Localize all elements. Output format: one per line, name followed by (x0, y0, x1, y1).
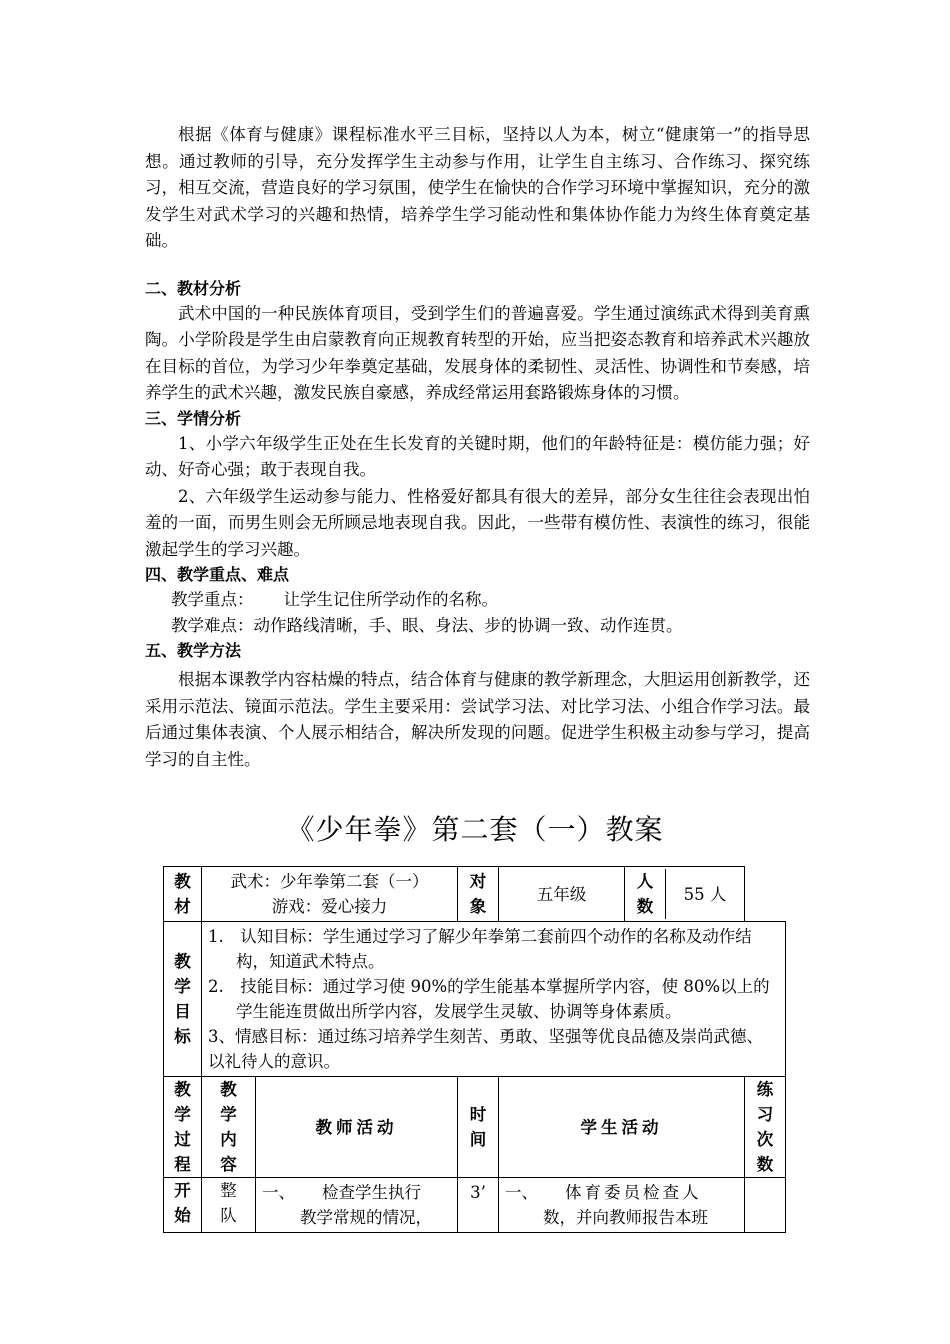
student-activity-header: 学生活动 (499, 1077, 745, 1178)
section-heading-key-points: 四、教学重点、难点 (145, 565, 290, 584)
textbook-analysis-paragraph: 武术中国的一种民族体育项目，受到学生们的普遍喜爱。学生通过演练武术得到美育熏陶。小学阶段是学生由启蒙教育向正规教育转型的开始，应当把姿态教育和培养武术兴趣放在目标的首位，为学习少年拳奠定基础，发展身体的柔韧性、灵活性、协调性和节奏感，培养学生的武术兴趣，激发民族自豪感，养成经常运用套路锻炼身体的习惯。 (145, 303, 810, 402)
difficulty-label: 教学难点： (171, 616, 254, 635)
key-point-label: 教学重点： (171, 590, 254, 609)
key-point-value: 让学生记住所学动作的名称。 (283, 590, 498, 609)
section-heading-textbook-analysis: 二、教材分析 (145, 278, 242, 298)
reps-header: 练 习 次 数 (745, 1077, 786, 1178)
start-row (164, 1178, 786, 1233)
student-step-text-2: 数，并向教师报告本班 (543, 1208, 708, 1227)
start-student-cell (499, 1178, 745, 1233)
start-process-cell: 开 始 (164, 1178, 202, 1233)
material-line-1: 武术：少年拳第二套（一） (230, 872, 429, 891)
count-value: 55 人 (683, 884, 727, 904)
student-analysis-point-2: 2、六年级学生运动参与能力、性格爱好都具有很大的差异，部分女生往往会表现出怕羞的一面，而男生则会无所顾忌地表现自我。因此，一些带有模仿性、表演性的练习，很能激起学生的学习兴趣。 (145, 486, 810, 559)
target-label-cell: 对 象 (458, 867, 499, 922)
goals-row (164, 922, 786, 1077)
time-header: 时 间 (458, 1077, 499, 1178)
teacher-step-text-1: 检查学生执行 (322, 1183, 421, 1202)
process-header-row (164, 1077, 786, 1178)
target-value-cell: 五年级 (499, 867, 625, 922)
difficulty-value: 动作路线清晰，手、眼、身法、步的协调一致、动作连贯。 (253, 616, 683, 635)
start-teacher-cell (256, 1178, 458, 1233)
goal-emotion: 3、情感目标：通过练习培养学生刻苦、勇敢、坚强等优良品德及崇尚武德、以礼待人的意识。 (208, 1027, 763, 1071)
material-row (164, 867, 786, 922)
student-analysis-point-1: 1、小学六年级学生正处在生长发育的关键时期，他们的年龄特征是：模仿能力强；好动、好奇心强；敢于表现自我。 (145, 433, 810, 479)
goal-skill: 2. 技能目标：通过学习使 90%的学生能基本掌握所学内容，使 80%以上的学生能连贯做出所学内容，发展学生灵敏、协调等身体素质。 (208, 977, 770, 1021)
process-header: 教 学 过 程 (164, 1077, 202, 1178)
material-value-cell (202, 867, 458, 922)
count-label: 人 数 (625, 869, 666, 919)
material-label-cell: 教 材 (164, 867, 202, 922)
goals-content-cell (202, 922, 786, 1077)
material-line-2: 游戏：爱心接力 (271, 897, 388, 916)
teacher-step-text-2: 教学常规的情况， (300, 1208, 432, 1227)
student-step-text-1: 体育委员检查人 (565, 1183, 702, 1202)
goal-cognitive: 1. 认知目标：学生通过学习了解少年拳第二套前四个动作的名称及动作结构，知道武术特点。 (208, 927, 752, 971)
student-step-number: 一、 (505, 1183, 538, 1202)
goals-label-cell: 教 学 目 标 (164, 922, 202, 1077)
key-point-line (145, 587, 810, 613)
lesson-plan-table (163, 866, 786, 1233)
teacher-step-number: 一、 (262, 1183, 295, 1202)
content-header: 教 学 内 容 (202, 1077, 256, 1178)
intro-paragraph: 根据《体育与健康》课程标准水平三目标，坚持以人为本，树立“健康第一”的指导思想。通过教师的引导，充分发挥学生主动参与作用，让学生自主练习、合作练习、探究练习，相互交流，营造良好的学习氛围，使学生在愉快的合作学习环境中掌握知识，充分的激发学生对武术学习的兴趣和热情，培养学生学习能动性和集体协作能力为终生体育奠定基础。 (145, 125, 810, 250)
start-time-cell: 3’ (458, 1178, 499, 1233)
section-heading-student-analysis: 三、学情分析 (145, 408, 242, 428)
teaching-method-paragraph: 根据本课教学内容枯燥的特点，结合体育与健康的教学新理念，大胆运用创新教学，还采用示范法、镜面示范法。学生主要采用：尝试学习法、对比学习法、小组合作学习法。最后通过集体表演、个人展示相结合，解决所发现的问题。促进学生积极主动参与学习，提高学习的自主性。 (145, 670, 810, 769)
teacher-activity-header: 教师活动 (256, 1077, 458, 1178)
difficulty-line (145, 613, 810, 639)
section-heading-teaching-method: 五、教学方法 (145, 641, 242, 660)
start-reps-cell (745, 1178, 786, 1233)
lesson-plan-title: 《少年拳》第二套（一）教案 (286, 813, 664, 846)
start-content-cell: 整 队 (202, 1178, 256, 1233)
count-cell (625, 867, 745, 922)
document-body (145, 122, 810, 773)
